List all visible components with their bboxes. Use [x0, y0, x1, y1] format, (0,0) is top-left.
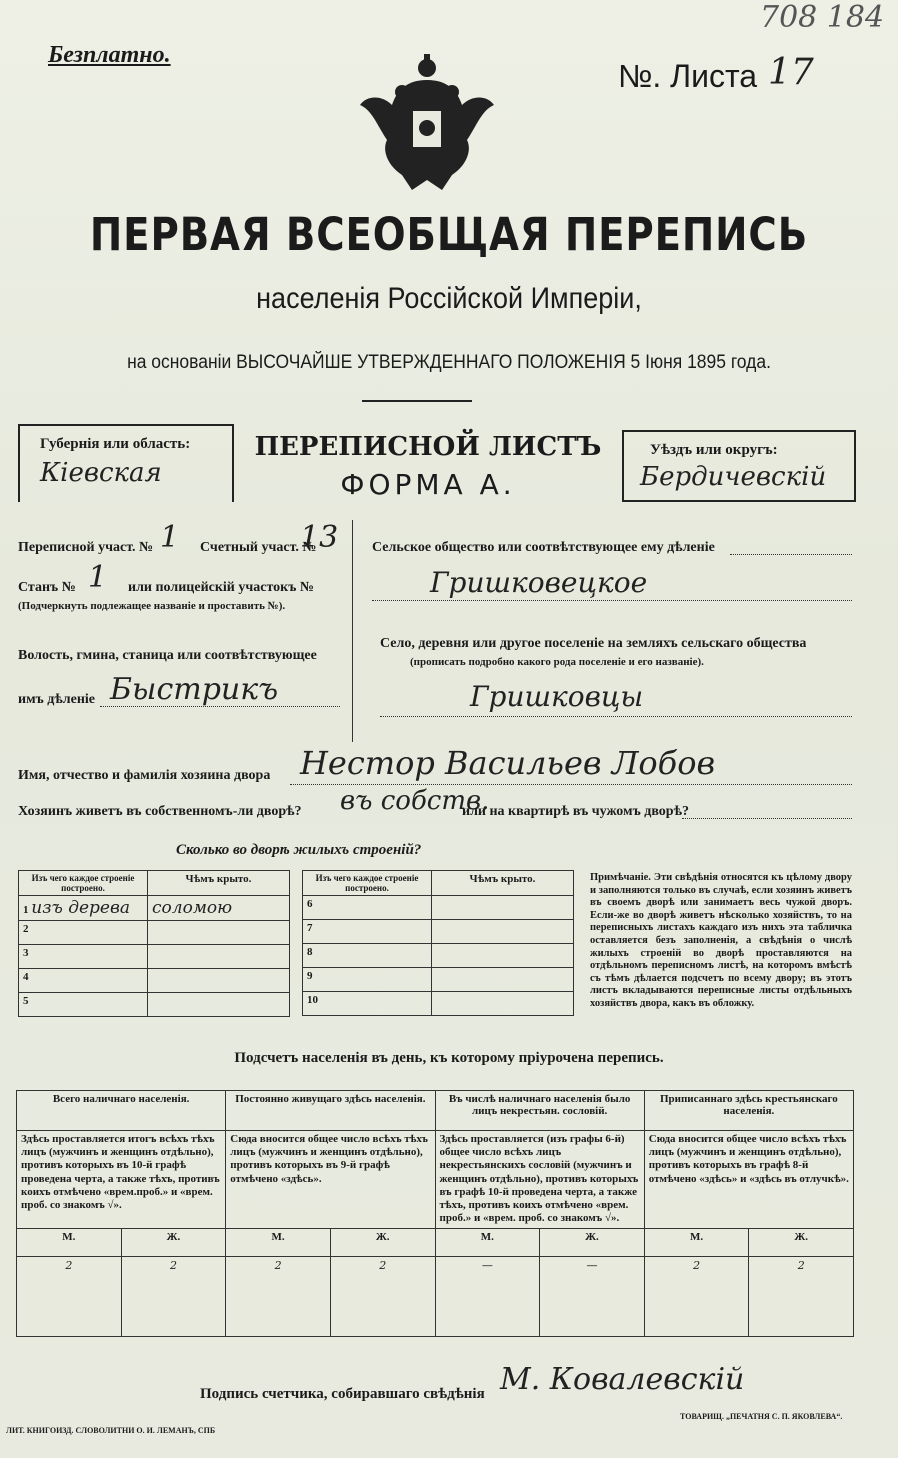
male-header: М. — [17, 1229, 122, 1257]
society-line — [730, 554, 852, 555]
owner-line — [290, 784, 852, 785]
page-subtitle: населенія Россійской Имперіи, — [256, 282, 642, 315]
summary-col-desc: Здѣсь проставляется (изъ графы 6-й) общее число всѣхъ лицъ некрестьянскихъ сословій (мужчинъ и женщинъ отдѣльно), противъ которыхъ въ графѣ 10-й проведена черта, а также тѣхъ, противъ коихъ отмѣчено «врем. проб.» и «врем. проб. со знакомъ √». — [435, 1131, 644, 1229]
roof-value: соломою — [152, 898, 233, 918]
province-label: Губернія или область: — [40, 436, 191, 452]
village-line — [380, 716, 852, 717]
society-value: Гришковецкое — [430, 566, 648, 599]
village-value: Гришковцы — [470, 680, 644, 713]
village-note: (прописать подробно какого рода поселеніе и его названіе). — [410, 656, 704, 668]
peasant-female: 2 — [749, 1257, 854, 1337]
table-row — [19, 921, 290, 945]
table-row — [303, 920, 574, 944]
summary-col-desc: Сюда вносится общее число всѣхъ тѣхъ лицъ (мужчинъ и женщинъ отдѣльно), противъ которыхъ въ графѣ 8-й отмѣчено «здѣсь» и «здѣсь въ отлучкѣ». — [644, 1131, 853, 1229]
col-roof-header: Чѣмъ крыто. — [432, 871, 574, 896]
row-number: 7 — [303, 920, 432, 944]
printer-left: ЛИТ. КНИГОИЗД. СЛОВОЛИТНИ О. И. ЛЕМАНЪ, СПБ — [6, 1426, 216, 1435]
table-row — [19, 945, 290, 969]
summary-col-title: Постоянно живущаго здѣсь населенія. — [226, 1091, 435, 1131]
permanent-female: 2 — [330, 1257, 435, 1337]
summary-table — [16, 1090, 854, 1337]
row-number: 3 — [19, 945, 148, 969]
signature-label: Подпись счетчика, собиравшаго свѣдѣнія — [200, 1386, 485, 1402]
census-area-label: Переписной участ. № — [18, 540, 154, 555]
form-subtitle: ФОРМА А. — [340, 468, 516, 501]
province-value: Кіевская — [40, 458, 162, 488]
own-yard-label: Хозяинъ живетъ въ собственномъ-ли дворѣ? — [18, 804, 302, 819]
district-value: Бердичевскій — [640, 462, 827, 492]
fields-divider — [352, 520, 353, 742]
society-line-2 — [372, 600, 852, 601]
summary-col-desc: Здѣсь проставляется итогъ всѣхъ тѣхъ лицъ (мужчинъ и женщинъ отдѣльно), противъ которыхъ въ 10-й графѣ проведена черта, а также тѣхъ, противъ коихъ отмѣчено «врем.проб.» и «врем. проб. со знакомъ √». — [17, 1131, 226, 1229]
table-row — [19, 969, 290, 993]
summary-col-title: Всего наличнаго населенія. — [17, 1091, 226, 1131]
row-number: 4 — [19, 969, 148, 993]
material-value: изъ дерева — [31, 898, 131, 918]
society-label: Сельское общество или соотвѣтствующее ему дѣленіе — [372, 540, 715, 555]
row-number: 5 — [19, 993, 148, 1017]
male-header: М. — [435, 1229, 540, 1257]
table-row — [303, 896, 574, 920]
legal-basis: на основаніи ВЫСОЧАЙШЕ УТВЕРЖДЕННАГО ПОЛОЖЕНІЯ 5 Іюня 1895 года. — [127, 352, 771, 373]
buildings-note: Примѣчаніе. Эти свѣдѣнія относятся къ цѣлому двору и заполняются только въ случаѣ, если хозяинъ живетъ въ своемъ дворѣ или занимаетъ весь чужой дворъ. Если-же во дворѣ живетъ нѣсколько хозяйствъ, то на переписныхъ листахъ каждаго изъ нихъ эта табличка оставляется безъ заполненія, а свѣдѣнія о числѣ жилыхъ строеній во дворѣ проставляются на отдѣльномъ переписномъ листѣ, на которомъ вмѣстѣ съ тѣмъ дѣлается подсчетъ по всему двору; въ этотъ листъ вкладываются переписные листы отдѣльныхъ хозяйствъ двора, какъ въ обложку. — [590, 872, 852, 1009]
noncrest-male: — — [435, 1257, 540, 1337]
count-area-label: Счетный участ. № — [200, 540, 317, 555]
page-title: ПЕРВАЯ ВСЕОБЩАЯ ПЕРЕПИСЬ — [89, 208, 809, 261]
male-header: М. — [644, 1229, 749, 1257]
row-number: 1 — [23, 904, 29, 916]
total-female: 2 — [121, 1257, 226, 1337]
double-headed-eagle-icon — [352, 50, 502, 200]
district-label: Уѣздъ или округъ: — [650, 442, 778, 458]
police-label: или полицейскій участокъ № — [128, 580, 314, 595]
form-title: ПЕРЕПИСНОЙ ЛИСТЪ — [254, 432, 602, 462]
rented-label: или на квартирѣ въ чужомъ дворѣ? — [462, 804, 689, 819]
table-row — [303, 992, 574, 1016]
female-header: Ж. — [540, 1229, 645, 1257]
volost-label-2: имъ дѣленіе — [18, 692, 95, 707]
rented-line — [682, 818, 852, 819]
row-number: 10 — [303, 992, 432, 1016]
row-number: 9 — [303, 968, 432, 992]
buildings-table-left — [18, 870, 290, 1017]
volost-label: Волость, гмина, станица или соотвѣтствующее — [18, 648, 317, 663]
owner-label: Имя, отчество и фамилія хозяина двора — [18, 768, 271, 783]
table-row — [19, 896, 290, 921]
row-number: 8 — [303, 944, 432, 968]
col-material-header: Изъ чего каждое строеніе построено. — [19, 871, 148, 896]
total-male: 2 — [17, 1257, 122, 1337]
archive-number: 708 184 — [760, 0, 885, 35]
printer-right: ТОВАРИЩ. „ПЕЧАТНЯ С. П. ЯКОВЛЕВА“. — [680, 1412, 843, 1421]
row-number: 2 — [19, 921, 148, 945]
summary-heading: Подсчетъ населенія въ день, къ которому пріурочена перепись. — [234, 1050, 664, 1066]
col-roof-header: Чѣмъ крыто. — [148, 871, 290, 896]
stan-value: 1 — [88, 560, 108, 595]
male-header: М. — [226, 1229, 331, 1257]
volost-value: Быстрикъ — [110, 672, 279, 707]
female-header: Ж. — [330, 1229, 435, 1257]
owner-value: Нестор Васильев Лобов — [300, 744, 716, 782]
table-row — [303, 968, 574, 992]
signature-value: М. Ковалевскій — [500, 1362, 745, 1397]
sheet-number-label: №. Листа — [618, 58, 758, 94]
census-area-value: 1 — [160, 520, 180, 555]
peasant-male: 2 — [644, 1257, 749, 1337]
buildings-table-right — [302, 870, 574, 1016]
table-row — [19, 993, 290, 1017]
permanent-male: 2 — [226, 1257, 331, 1337]
summary-col-title: Въ числѣ наличнаго населенія было лицъ некрестьян. сословій. — [435, 1091, 644, 1131]
female-header: Ж. — [121, 1229, 226, 1257]
underline-note: (Подчеркнуть подлежащее названіе и проставить №). — [18, 600, 286, 612]
col-material-header: Изъ чего каждое строеніе построено. — [303, 871, 432, 896]
free-label: Безплатно. — [48, 42, 171, 68]
stan-label: Станъ № — [18, 580, 76, 595]
sheet-number-value: 17 — [768, 52, 814, 93]
summary-col-title: Приписаннаго здѣсь крестьянскаго населенія. — [644, 1091, 853, 1131]
ornament-divider — [362, 400, 472, 414]
volost-line — [100, 706, 340, 707]
female-header: Ж. — [749, 1229, 854, 1257]
village-label: Село, деревня или другое поселеніе на земляхъ сельскаго общества — [380, 636, 807, 651]
count-area-value: 13 — [300, 520, 339, 555]
own-yard-value: въ собств. — [340, 786, 490, 816]
row-number: 6 — [303, 896, 432, 920]
table-row — [303, 944, 574, 968]
buildings-question: Сколько во дворѣ жилыхъ строеній? — [176, 842, 422, 858]
noncrest-female: — — [540, 1257, 645, 1337]
summary-col-desc: Сюда вносится общее число всѣхъ тѣхъ лицъ (мужчинъ и женщинъ отдѣльно), противъ которыхъ въ 9-й графѣ отмѣчено «здѣсь». — [226, 1131, 435, 1229]
